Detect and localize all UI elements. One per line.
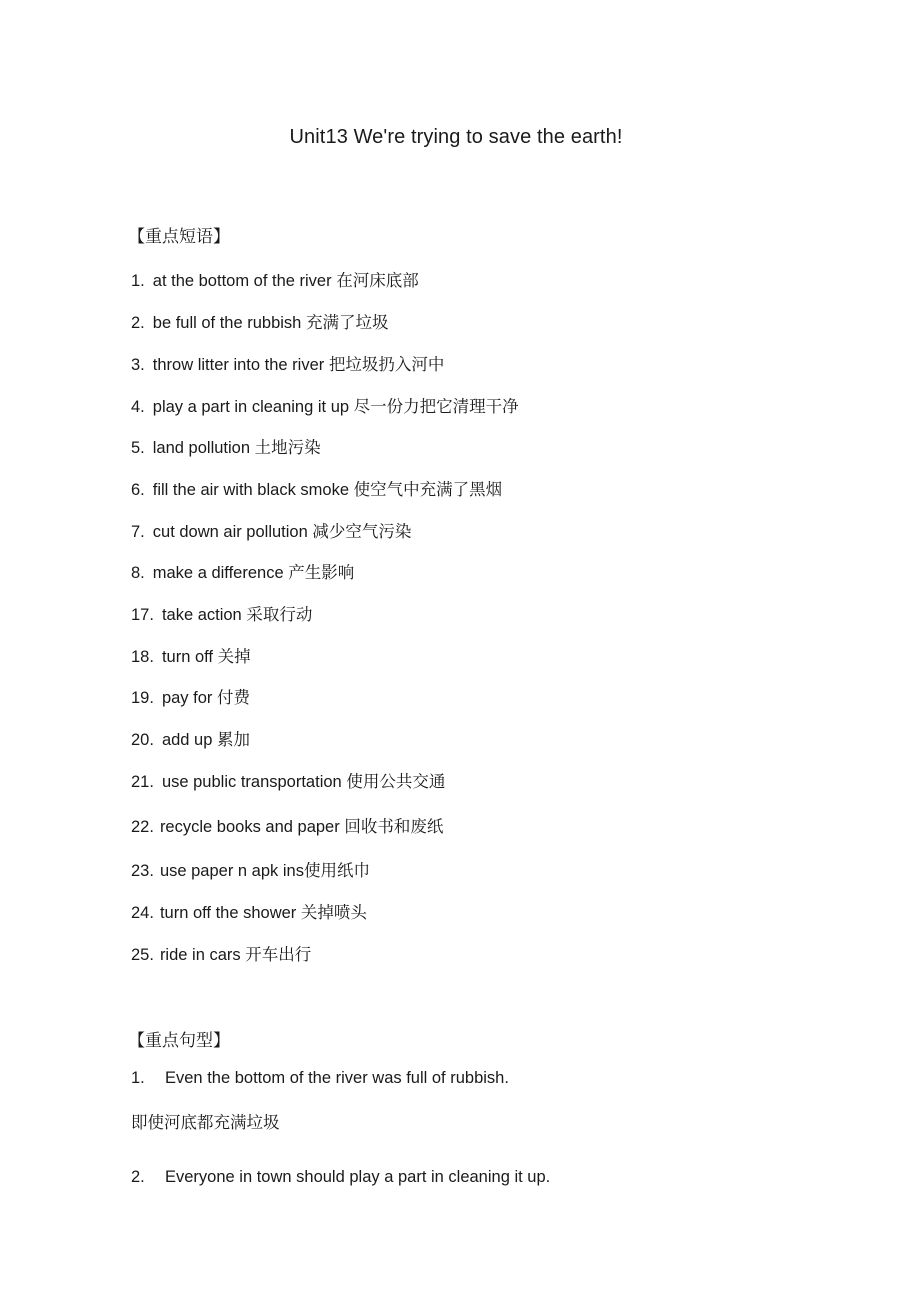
phrase-english: be full of the rubbish xyxy=(152,314,302,332)
phrase-number: 19. xyxy=(131,689,154,707)
phrase-chinese: 付费 xyxy=(216,689,250,707)
phrase-english: pay for xyxy=(161,689,213,707)
phrase-chinese: 采取行动 xyxy=(246,606,313,624)
phrase-english: turn off xyxy=(161,648,214,666)
list-item xyxy=(131,559,354,583)
sentence-number: 2. xyxy=(131,1168,145,1186)
phrase-chinese: 关掉 xyxy=(217,648,251,666)
phrase-chinese: 产生影响 xyxy=(288,564,355,582)
list-item xyxy=(131,941,311,965)
page-title: Unit13 We're trying to save the earth! xyxy=(289,126,623,148)
sentence-english: Everyone in town should play a part in cleaning it up. xyxy=(165,1168,551,1186)
phrase-english: use public transportation xyxy=(161,773,342,791)
phrase-english: cut down air pollution xyxy=(152,523,308,541)
list-item xyxy=(131,267,419,291)
phrase-number: 20. xyxy=(131,731,154,749)
phrase-number: 17. xyxy=(131,606,154,624)
phrase-english: turn off the shower xyxy=(159,904,297,922)
phrase-chinese: 把垃圾扔入河中 xyxy=(328,356,445,374)
phrase-number: 3. xyxy=(131,356,145,374)
sentence-english: Even the bottom of the river was full of rubbish. xyxy=(165,1069,509,1087)
phrase-number: 8. xyxy=(131,564,145,582)
list-item xyxy=(131,309,388,333)
phrase-chinese: 充满了垃圾 xyxy=(305,314,389,332)
phrase-english: take action xyxy=(161,606,242,624)
phrase-chinese: 使用公共交通 xyxy=(346,773,446,791)
phrase-number: 25. xyxy=(131,946,154,964)
phrase-number: 22. xyxy=(131,818,154,836)
list-item xyxy=(131,684,250,708)
phrase-chinese: 使空气中充满了黑烟 xyxy=(353,481,503,499)
phrase-english: use paper n apk ins xyxy=(159,862,304,880)
phrase-number: 7. xyxy=(131,523,145,541)
phrase-number: 24. xyxy=(131,904,154,922)
list-item xyxy=(131,434,321,458)
phrase-number: 2. xyxy=(131,314,145,332)
phrase-number: 1. xyxy=(131,272,145,290)
phrase-chinese: 减少空气污染 xyxy=(312,523,412,541)
list-item xyxy=(131,643,251,667)
sentences-heading: 【重点句型】 xyxy=(128,1031,230,1050)
phrase-english: make a difference xyxy=(152,564,284,582)
phrase-english: at the bottom of the river xyxy=(152,272,332,290)
phrase-chinese: 使用纸巾 xyxy=(303,862,370,880)
phrase-chinese: 在河床底部 xyxy=(336,272,419,290)
phrase-chinese: 关掉喷头 xyxy=(300,904,367,922)
list-item xyxy=(131,813,443,837)
list-item xyxy=(131,1168,550,1187)
phrase-number: 18. xyxy=(131,648,154,666)
phrase-number: 4. xyxy=(131,398,145,416)
list-item xyxy=(131,1069,509,1088)
list-item xyxy=(131,601,312,625)
phrase-number: 21. xyxy=(131,773,154,791)
list-item xyxy=(131,768,445,792)
phrase-chinese: 土地污染 xyxy=(254,439,321,457)
phrase-chinese: 累加 xyxy=(217,731,250,749)
list-item xyxy=(131,476,502,500)
list-item xyxy=(131,726,250,750)
phrases-heading: 【重点短语】 xyxy=(128,227,230,246)
phrase-english: ride in cars xyxy=(159,946,241,964)
phrase-english: play a part in cleaning it up xyxy=(152,398,350,416)
list-item xyxy=(131,899,367,923)
list-item xyxy=(131,393,519,417)
phrase-chinese: 尽一份力把它清理干净 xyxy=(353,398,519,416)
list-item xyxy=(131,857,370,881)
phrase-number: 6. xyxy=(131,481,145,499)
phrase-chinese: 回收书和废纸 xyxy=(344,818,444,836)
phrase-english: land pollution xyxy=(152,439,251,457)
phrase-chinese: 开车出行 xyxy=(245,946,312,964)
phrase-english: fill the air with black smoke xyxy=(152,481,350,499)
phrase-english: recycle books and paper xyxy=(159,818,340,836)
phrase-english: add up xyxy=(161,731,213,749)
sentence-number: 1. xyxy=(131,1069,145,1087)
list-item xyxy=(131,518,411,542)
list-item xyxy=(131,351,444,375)
phrase-english: throw litter into the river xyxy=(152,356,325,374)
sentence-translation: 即使河底都充满垃圾 xyxy=(131,1114,280,1132)
phrase-number: 5. xyxy=(131,439,145,457)
phrase-number: 23. xyxy=(131,862,154,880)
